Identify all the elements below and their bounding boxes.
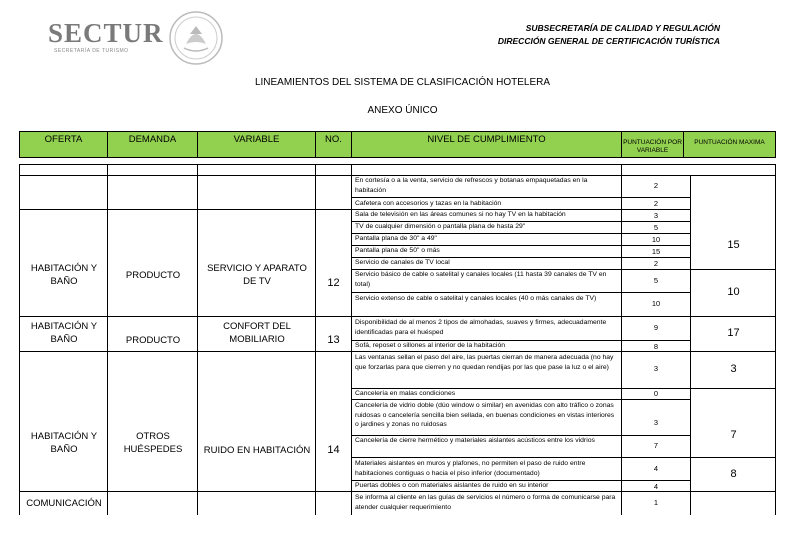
col-header-puntuacion-maxima: PUNTUACIÓN MAXIMA: [683, 131, 776, 158]
mob-demanda: PRODUCTO: [125, 335, 181, 346]
ruido-item-1: Cancelería en malas condiciones: [355, 390, 456, 397]
ruido-variable: RUIDO EN HABITACIÓN: [203, 445, 311, 456]
document-subtitle: ANEXO ÚNICO: [367, 105, 438, 116]
tv-score-0: 3: [653, 211, 659, 220]
tv-demanda: PRODUCTO: [125, 270, 181, 281]
ruido-score-5: 4: [653, 482, 659, 491]
coat-of-arms-seal-icon: [168, 10, 224, 66]
tv-item-6: Servicio extenso de cable o satelital y canales locales (40 o más canales de TV): [355, 295, 597, 302]
tv-score-3: 15: [651, 247, 661, 256]
issuing-office-line1: SUBSECRETARÍA DE CALIDAD Y REGULACIÓN: [525, 23, 720, 33]
com-oferta: COMUNICACIÓN: [26, 498, 102, 509]
mob-max-score: 17: [727, 327, 740, 339]
top-item-1: Cafetera con accesorios y tazas en la habitación: [355, 200, 502, 207]
tv-variable: SERVICIO Y APARATO DE TV: [207, 263, 307, 287]
col-header-demanda: DEMANDA: [107, 131, 198, 158]
tv-oferta: HABITACIÓN Y BAÑO: [30, 263, 98, 287]
issuing-office: [498, 22, 720, 48]
mob-variable: CONFORT DEL MOBILIARIO: [223, 321, 291, 345]
ruido-demanda: OTROS HUÉSPEDES: [123, 431, 183, 455]
sectur-logo-subtext: SECRETARÍA DE TURISMO: [54, 48, 129, 54]
tv-score-2: 10: [651, 235, 661, 244]
top-score-0: 2: [653, 181, 659, 190]
ruido-oferta: HABITACIÓN Y BAÑO: [30, 431, 98, 455]
document-title: LINEAMIENTOS DEL SISTEMA DE CLASIFICACIÓN HOTELERA: [254, 77, 551, 88]
tv-score-6: 10: [651, 299, 661, 308]
com-item-0: Se informa al cliente en las guías de servicios el número o forma de comunicarse para atender cualquier requerimiento: [355, 494, 616, 511]
tv-item-3: Pantalla plana de 50" o más: [355, 247, 440, 254]
ruido-item-2: Cancelería de vidrio doble (dúo window o similar) en avenidas con alto tráfico o zonas ruidosas o cancelería sencilla bien sellada, en buenas condiciones en vistas interiores o jardines y zonas no ruidosas: [355, 402, 615, 428]
sectur-logo-text: SECTUR: [48, 18, 164, 48]
col-header-variable: VARIABLE: [197, 131, 316, 158]
issuing-office-line2: DIRECCIÓN GENERAL DE CERTIFICACIÓN TURÍSTICA: [497, 36, 720, 46]
ruido-max-score-2: 7: [730, 429, 737, 441]
tv-score-4: 2: [653, 259, 659, 268]
top-score-1: 2: [653, 199, 659, 208]
ruido-score-2: 3: [653, 418, 659, 427]
ruido-score-3: 7: [653, 441, 659, 450]
ruido-score-1: 0: [653, 389, 659, 398]
col-header-no: NO.: [315, 131, 352, 158]
tv-score-1: 5: [653, 223, 659, 232]
col-header-oferta: OFERTA: [19, 131, 108, 158]
ruido-score-0: 3: [653, 364, 659, 373]
mob-item-0: Disponibilidad de al menos 2 tipos de almohadas, suaves y firmes, adecuadamente identificadas para el huésped: [355, 319, 607, 336]
tv-item-5: Servicio básico de cable o satelital y canales locales (11 hasta 39 canales de TV en total): [355, 271, 607, 288]
mob-item-1: Sofá, reposet o sillones al interior de la habitación: [355, 342, 505, 349]
top-item-0: En cortesía o a la venta, servicio de refrescos y botanas empaquetadas en la habitación: [355, 177, 588, 194]
mob-score-1: 8: [653, 342, 659, 351]
mob-score-0: 9: [653, 323, 659, 332]
mob-oferta: HABITACIÓN Y BAÑO: [30, 321, 98, 345]
tv-max-score-2: 10: [727, 286, 740, 298]
tv-max-score-1: 15: [727, 239, 740, 251]
tv-item-0: Sala de televisión en las áreas comunes si no hay TV en la habitación: [355, 211, 566, 218]
ruido-item-5: Puertas dobles o con materiales aislantes de ruido en su interior: [355, 482, 549, 489]
tv-item-2: Pantalla plana de 30" a 49": [355, 235, 437, 242]
ruido-item-4: Materiales aislantes en muros y plafones, no permiten el paso de ruido entre habitaciones contiguas o hacia el piso inferior (documentado): [355, 460, 586, 477]
ruido-no: 14: [327, 444, 340, 456]
tv-item-4: Servicio de canales de TV local: [355, 259, 450, 266]
tv-no: 12: [327, 277, 340, 289]
mob-no: 13: [327, 334, 340, 346]
com-score-0: 1: [653, 498, 659, 507]
ruido-item-3: Cancelería de cierre hermético y materiales aislantes acústicos entre los vidrios: [355, 437, 595, 444]
ruido-max-score-1: 3: [730, 363, 737, 375]
tv-item-1: TV de cualquier dimensión o pantalla plana de hasta 29": [355, 223, 526, 230]
col-header-nivel: NIVEL DE CUMPLIMIENTO: [351, 131, 622, 158]
ruido-item-0: Las ventanas sellan el paso del aire, las puertas cierran de manera adecuada (no hay que forzarlas para que cierren y no quedan rendijas por las que pase la luz o el aire): [355, 354, 614, 371]
ruido-score-4: 4: [653, 464, 659, 473]
ruido-max-score-3: 8: [730, 468, 737, 480]
tv-score-5: 5: [653, 276, 659, 285]
col-header-puntuacion-variable: PUNTUACIÓN POR VARIABLE: [621, 131, 684, 158]
